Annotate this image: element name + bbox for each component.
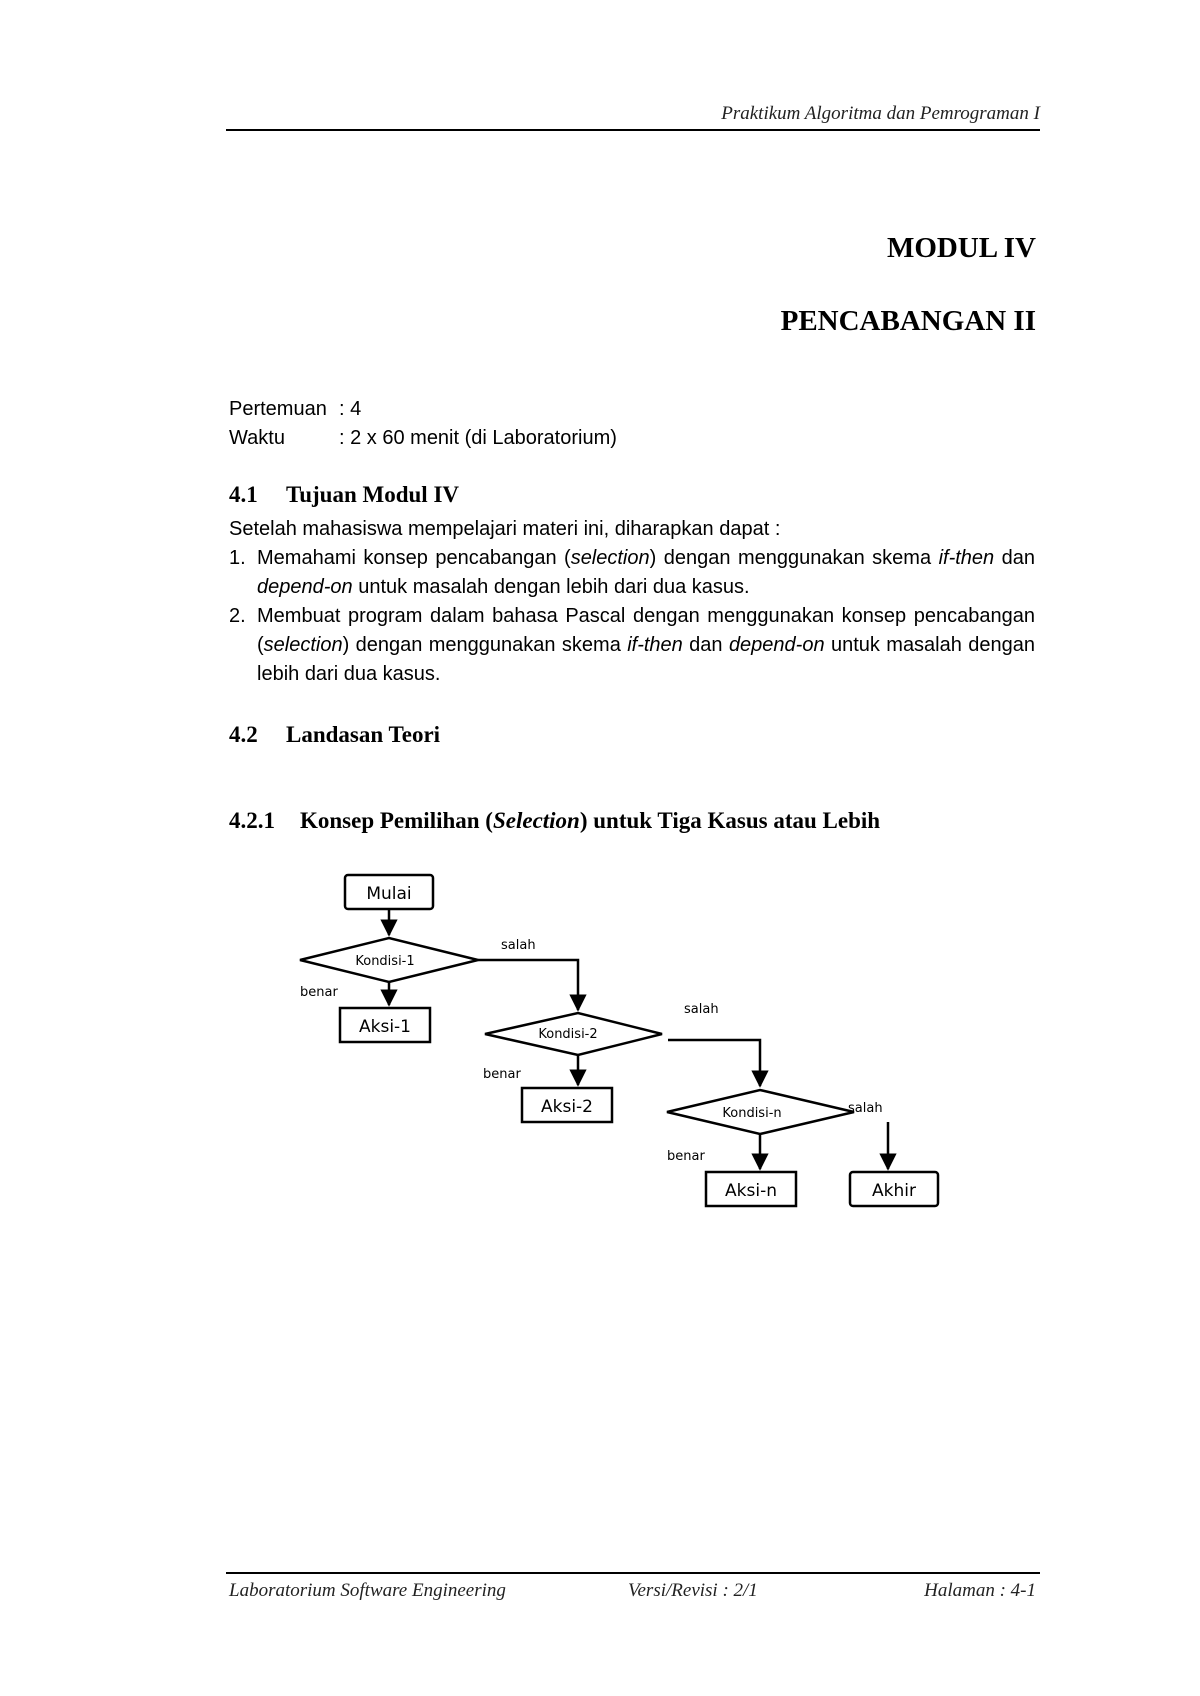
running-header: Praktikum Algoritma dan Pemrograman I [721, 103, 1040, 124]
true-label-1: benar [300, 985, 338, 1000]
true-label-n: benar [667, 1149, 705, 1164]
meeting-label: Pertemuan [229, 398, 327, 420]
subsection-number: 4.2.1 [229, 808, 275, 833]
section-title: Landasan Teori [286, 722, 441, 747]
section-title: Tujuan Modul IV [286, 482, 460, 507]
false-label-2: salah [684, 1002, 719, 1017]
list-item: 1. Memahami konsep pencabangan (selection) dengan menggunakan skema if-then dan depend-on untuk masalah dengan lebih dari dua kasus. [229, 547, 1035, 598]
time-value: : 2 x 60 menit (di Laboratorium) [339, 427, 617, 449]
section-number: 4.1 [229, 482, 258, 507]
false-label-1: salah [501, 938, 536, 953]
condition-n-label: Kondisi-n [722, 1106, 782, 1121]
end-label: Akhir [872, 1181, 916, 1201]
footer-rule [226, 1572, 1040, 1574]
action-2-label: Aksi-2 [540, 1097, 594, 1117]
condition-2-label: Kondisi-2 [538, 1027, 598, 1042]
subsection-heading-selection: 4.2.1 Konsep Pemilihan (Selection) untuk Tiga Kasus atau Lebih [229, 808, 881, 833]
action-1-label: Aksi-1 [358, 1017, 412, 1037]
footer-version: Versi/Revisi : 2/1 [628, 1580, 758, 1601]
list-item: 2. Membuat program dalam bahasa Pascal dengan menggunakan konsep pencabangan (selection) dengan menggunakan skema if-then dan depend-on untuk masalah dengan lebih dari dua kasus. [229, 605, 1035, 685]
section-number: 4.2 [229, 722, 258, 747]
module-subtitle: PENCABANGAN II [780, 305, 1036, 337]
module-title: MODUL IV [886, 232, 1036, 264]
time-label: Waktu [229, 427, 285, 449]
start-label: Mulai [366, 884, 412, 904]
action-n-label: Aksi-n [725, 1181, 777, 1201]
footer-page: Halaman : 4-1 [924, 1580, 1036, 1601]
flow-arrow [668, 1040, 760, 1086]
flow-arrow [478, 960, 578, 1010]
condition-1-label: Kondisi-1 [355, 954, 415, 969]
false-label-n: salah [848, 1101, 883, 1116]
footer-lab: Laboratorium Software Engineering [229, 1580, 506, 1601]
meeting-value: : 4 [339, 398, 362, 420]
objectives-intro: Setelah mahasiswa mempelajari materi ini, diharapkan dapat : [229, 518, 781, 540]
true-label-2: benar [483, 1067, 521, 1082]
